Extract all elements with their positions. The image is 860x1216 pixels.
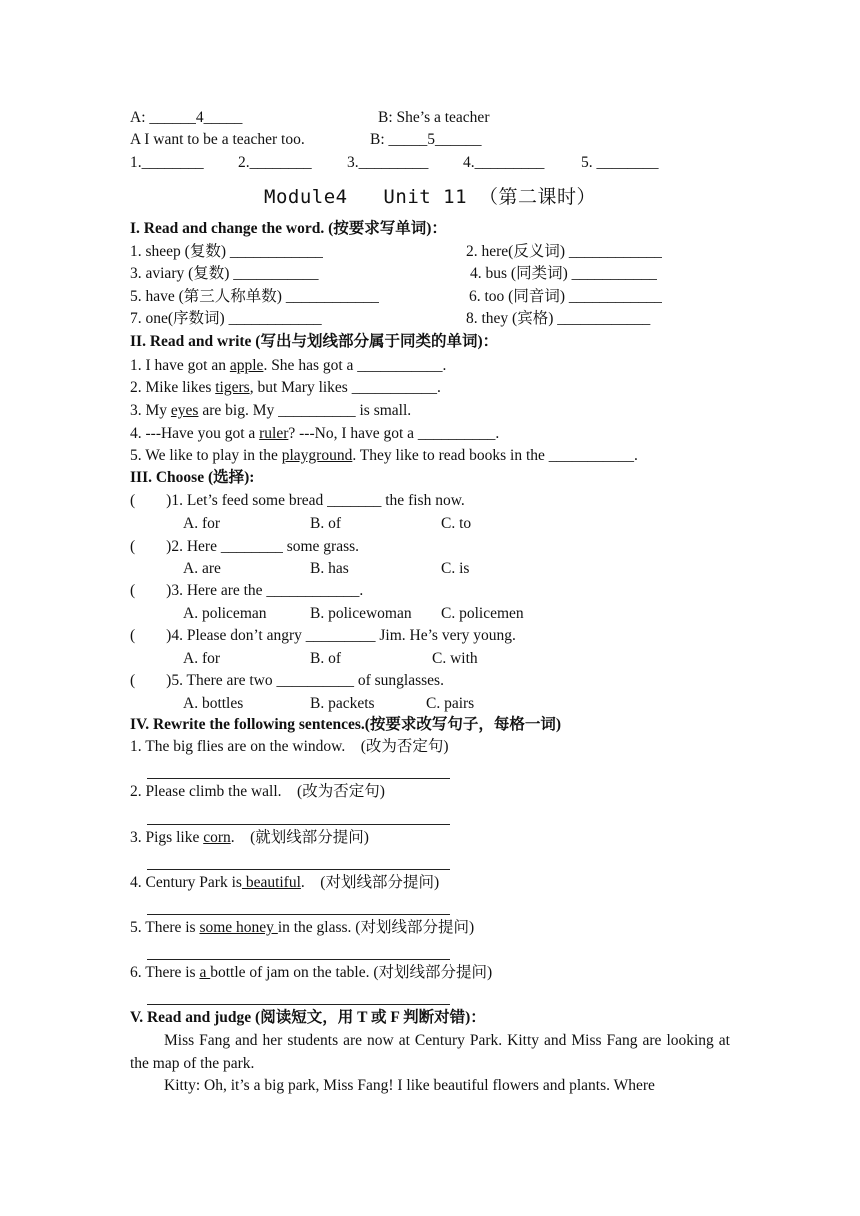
option-b: B. of [310, 650, 341, 667]
answer-line [147, 959, 450, 960]
s2-question-5: 5. We like to play in the playground. They like to read books in the ___________. [130, 447, 638, 464]
answer-blank-1: 1.________ [130, 154, 204, 171]
underlined-word: beautiful [241, 874, 301, 891]
option-a: A. for [183, 515, 221, 532]
choice-question-2: ( )2. Here ________ some grass. [130, 538, 360, 555]
option-b: B. policewoman [310, 605, 412, 622]
underlined-word: playground [281, 447, 353, 464]
option-b: B. packets [310, 695, 375, 712]
option-c: C. policemen [441, 605, 524, 622]
underlined-word: some honey [199, 919, 278, 936]
section-5-heading: V. Read and judge (阅读短文，用 T 或 F 判断对错)： [130, 1009, 486, 1026]
option-c: C. to [441, 515, 472, 532]
answer-line [147, 778, 450, 779]
answer-line [147, 914, 450, 915]
s1-item-7: 7. one(序数词) ____________ [130, 310, 322, 327]
option-b: B. has [310, 560, 349, 577]
answer-blank-5: 5. ________ [581, 154, 659, 171]
passage-paragraph-2: Kitty: Oh, it’s a big park, Miss Fang! I like beautiful flowers and plants. Where [164, 1077, 655, 1094]
section-2-heading: II. Read and write (写出与划线部分属于同类的单词)： [130, 333, 499, 350]
underlined-word: tigers [215, 379, 250, 396]
choice-question-5: ( )5. There are two __________ of sunglasses. [130, 672, 444, 689]
s1-item-8: 8. they (宾格) ____________ [466, 310, 651, 327]
answer-blank-2: 2.________ [238, 154, 312, 171]
passage-paragraph-1: Miss Fang and her students are now at Century Park. Kitty and Miss Fang are looking at the map of the park. [130, 1032, 730, 1072]
answer-paren: ( ) [130, 538, 172, 555]
underlined-word: a [199, 964, 211, 981]
underlined-word: apple [229, 357, 264, 374]
choice-question-4: ( )4. Please don’t angry _________ Jim. He’s very young. [130, 627, 516, 644]
rewrite-question-1: 1. The big flies are on the window. (改为否定句) [130, 738, 449, 755]
dialogue-line-a4: A: ______4_____ [130, 109, 243, 126]
section-1-heading: I. Read and change the word. (按要求写单词)： [130, 220, 447, 237]
rewrite-question-2: 2. Please climb the wall. (改为否定句) [130, 783, 385, 800]
option-a: A. for [183, 650, 221, 667]
underlined-word: ruler [259, 425, 289, 442]
answer-line [147, 1004, 450, 1005]
dialogue-line-a-too: A I want to be a teacher too. [130, 131, 305, 148]
s2-question-1: 1. I have got an apple. She has got a ___________. [130, 357, 447, 374]
choice-question-3: ( )3. Here are the ____________. [130, 582, 364, 599]
option-a: A. policeman [183, 605, 267, 622]
option-c: C. is [441, 560, 470, 577]
rewrite-question-6: 6. There is a bottle of jam on the table. (对划线部分提问) [130, 964, 493, 981]
option-b: B. of [310, 515, 341, 532]
choice-question-1: ( )1. Let’s feed some bread _______ the fish now. [130, 492, 465, 509]
s2-question-4: 4. ---Have you got a ruler? ---No, I have got a __________. [130, 425, 500, 442]
s2-question-2: 2. Mike likes tigers, but Mary likes ___________. [130, 379, 441, 396]
s1-item-5: 5. have (第三人称单数) ____________ [130, 288, 379, 305]
dialogue-line-b-teacher: B: She’s a teacher [378, 109, 490, 126]
s1-item-3: 3. aviary (复数) ___________ [130, 265, 319, 282]
option-a: A. bottles [183, 695, 244, 712]
answer-line [147, 869, 450, 870]
page-title: Module4 Unit 11 （第二课时） [264, 186, 596, 208]
s1-item-1: 1. sheep (复数) ____________ [130, 243, 323, 260]
reading-passage [130, 1030, 730, 1098]
option-c: C. with [432, 650, 478, 667]
answer-line [147, 824, 450, 825]
s1-item-6: 6. too (同音词) ____________ [469, 288, 662, 305]
answer-paren: ( ) [130, 582, 172, 599]
s1-item-2: 2. here(反义词) ____________ [466, 243, 662, 260]
option-c: C. pairs [426, 695, 475, 712]
answer-paren: ( ) [130, 492, 172, 509]
option-a: A. are [183, 560, 221, 577]
answer-paren: ( ) [130, 672, 172, 689]
underlined-word: eyes [170, 402, 199, 419]
answer-blank-3: 3._________ [347, 154, 429, 171]
rewrite-question-4: 4. Century Park is beautiful. (对划线部分提问) [130, 874, 440, 891]
underlined-word: corn [203, 829, 231, 846]
s2-question-3: 3. My eyes are big. My __________ is small. [130, 402, 412, 419]
answer-blank-4: 4._________ [463, 154, 545, 171]
answer-paren: ( ) [130, 627, 172, 644]
s1-item-4: 4. bus (同类词) ___________ [470, 265, 657, 282]
dialogue-line-b5: B: _____5______ [370, 131, 482, 148]
section-4-heading: IV. Rewrite the following sentences.(按要求改写句子，每格一词) [130, 716, 562, 733]
rewrite-question-3: 3. Pigs like corn. (就划线部分提问) [130, 829, 369, 846]
rewrite-question-5: 5. There is some honey in the glass. (对划线部分提问) [130, 919, 475, 936]
section-3-heading: III. Choose (选择): [130, 469, 255, 486]
